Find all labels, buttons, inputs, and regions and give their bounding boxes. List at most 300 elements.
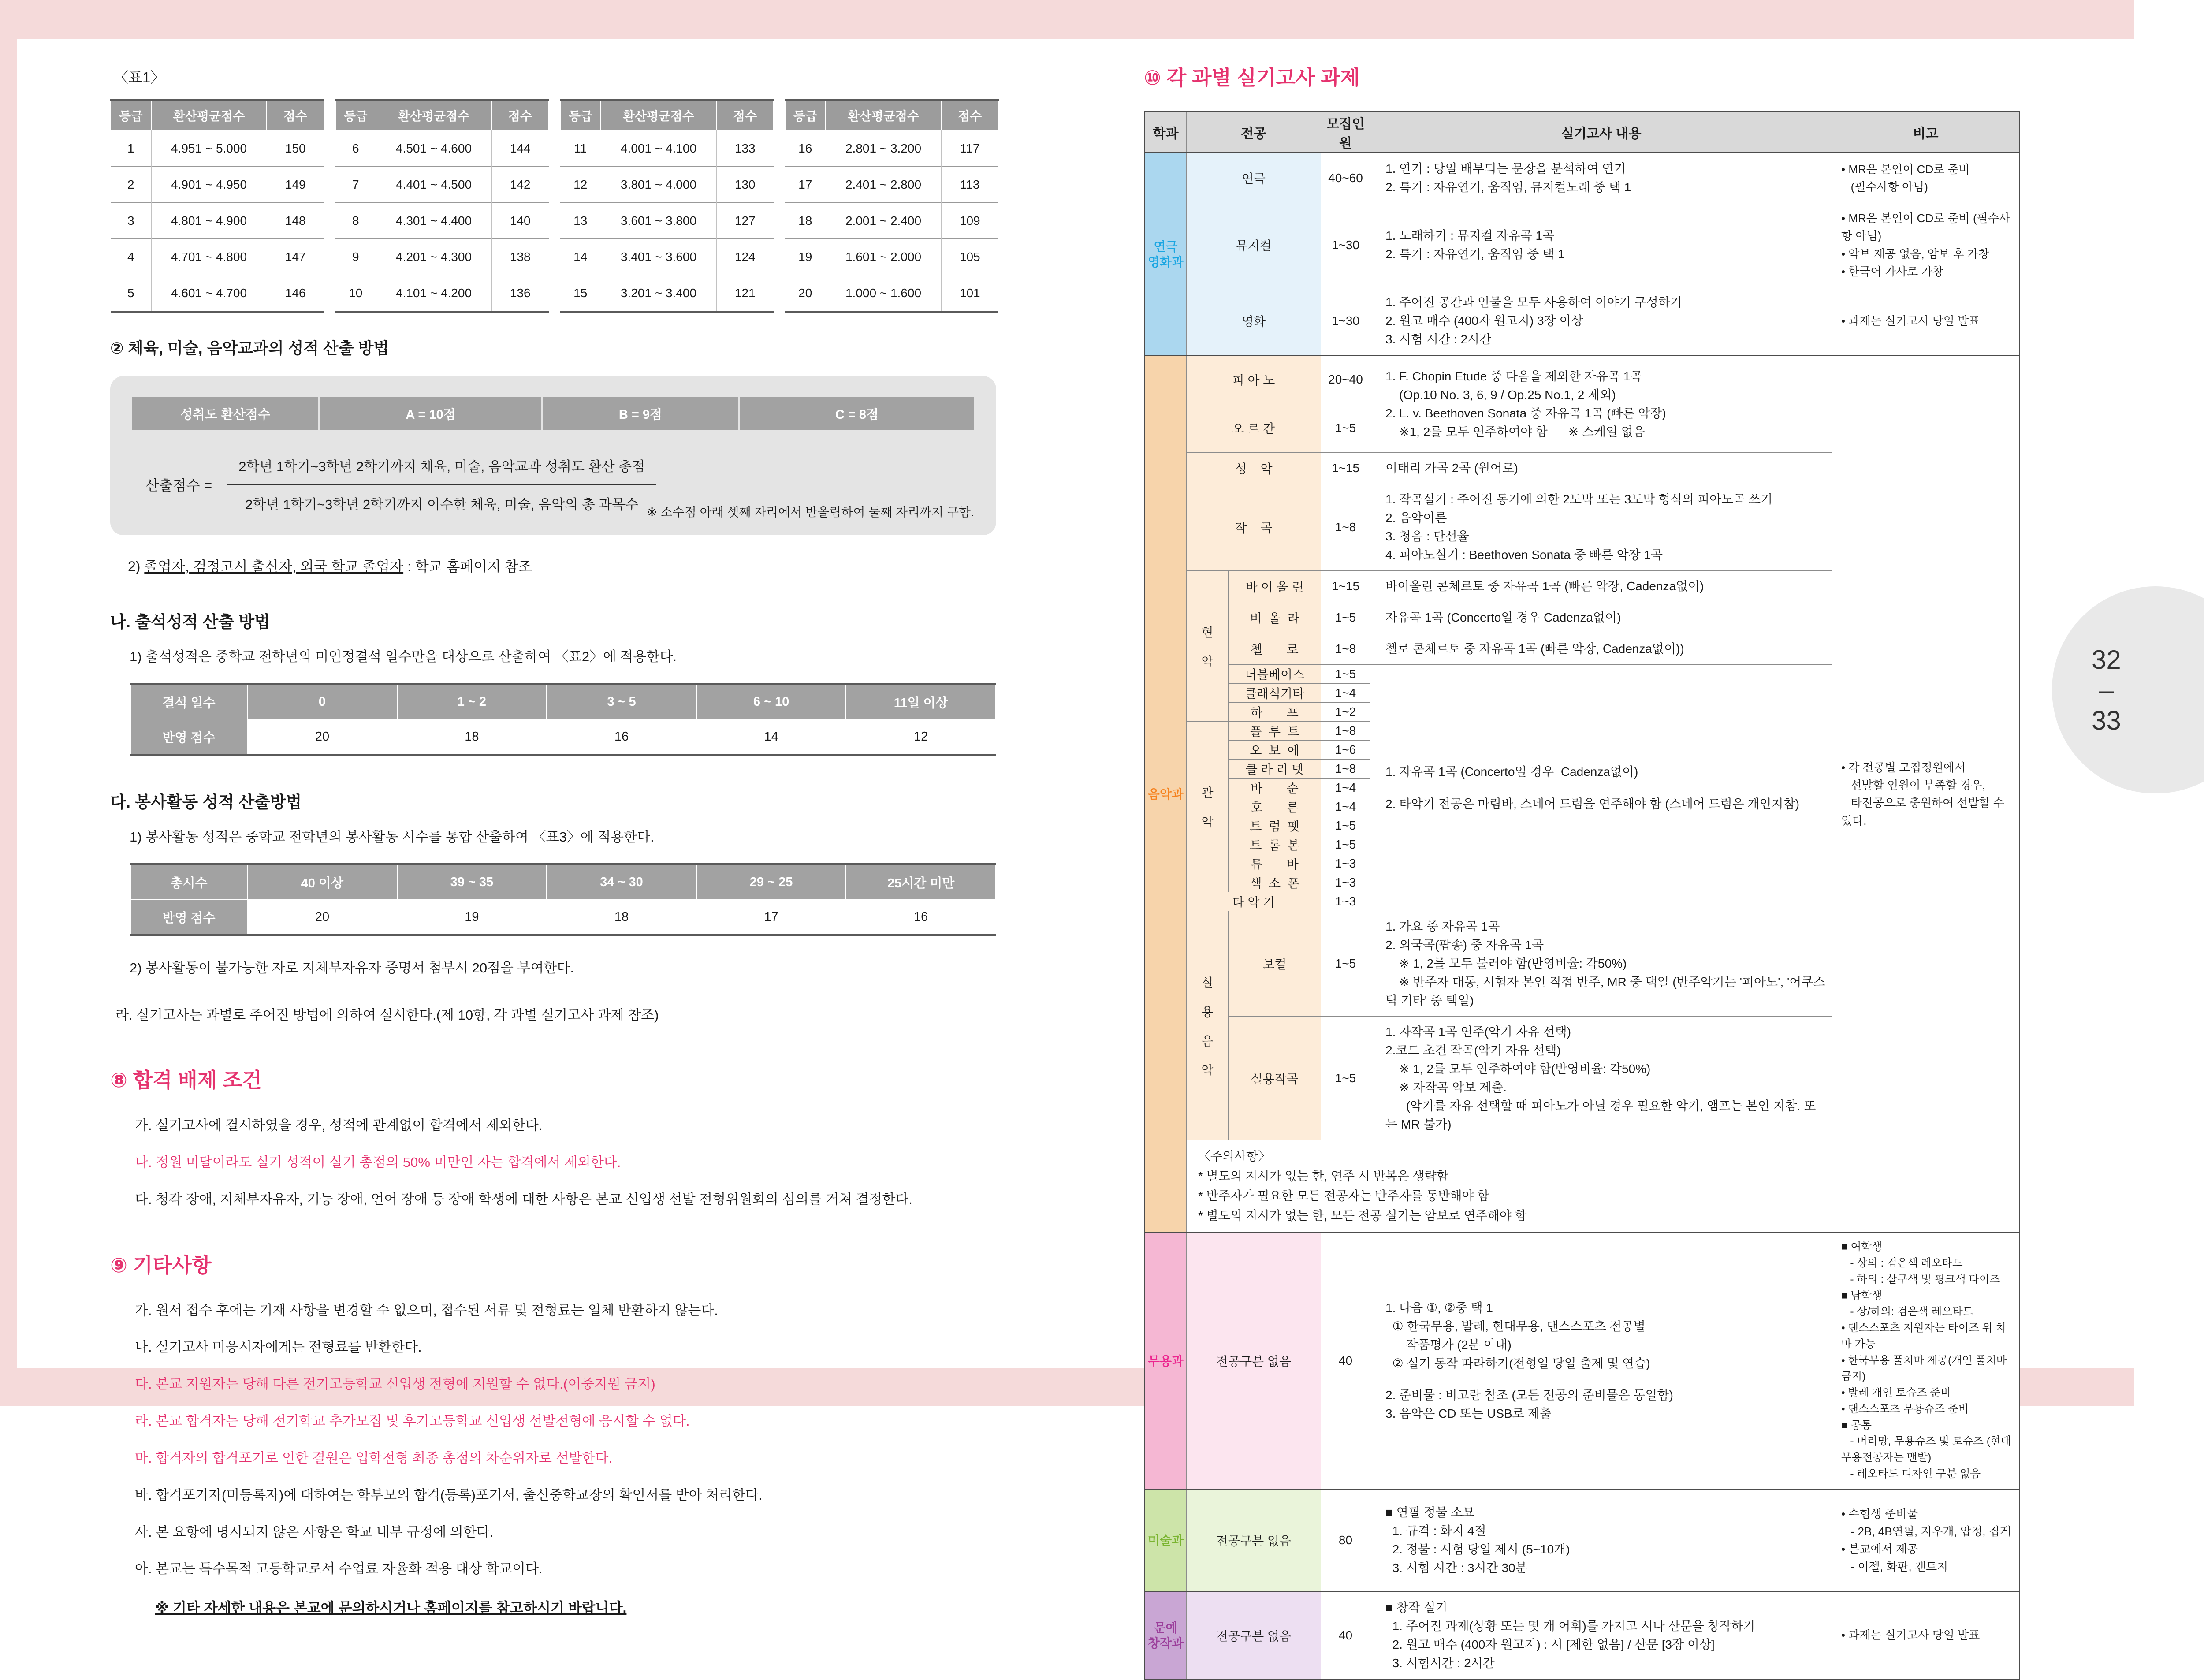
volunteer-score: 16	[846, 899, 996, 935]
dept-music: 음악과	[1145, 356, 1187, 1233]
music-caution	[1187, 1140, 1832, 1233]
volunteer-col: 39 ~ 35	[397, 864, 547, 900]
quota-trombone: 1~5	[1321, 835, 1370, 854]
remark-acting	[1832, 153, 2020, 203]
text-line: 2. 타악기 전공은 마림바, 스네어 드럼을 연주해야 함 (스네어 드럼은 개인지참)	[1385, 797, 1800, 811]
text-line: ■ 창작 실기	[1385, 1600, 1448, 1614]
quota-cello: 1~8	[1321, 633, 1370, 665]
text-line	[1385, 781, 1828, 795]
text-line: 2. L. v. Beethoven Sonata 중 자유곡 1곡 (빠른 악장)	[1385, 406, 1666, 421]
table1-header-range: 환산평균점수	[601, 101, 716, 130]
grade-cell: 10	[335, 275, 376, 312]
attendance-score: 20	[247, 719, 397, 755]
section9-item-ba: 바. 합격포기자(미등록자)에 대하여는 학부모의 합격(등록)포기서, 출신중학교장의 확인서를 받아 처리한다.	[135, 1487, 763, 1503]
text-line: - 이젤, 화판, 켄트지	[1841, 1560, 1948, 1574]
range-cell: 3.201 ~ 3.400	[601, 275, 716, 312]
attendance-desc: 1) 출석성적은 중학교 전학년의 미인정결석 일수만을 대상으로 산출하여 〈표2〉에 적용한다.	[130, 649, 677, 664]
grade-cell: 14	[560, 239, 601, 275]
range-cell: 3.601 ~ 3.800	[601, 203, 716, 239]
table1-group-4-body	[785, 130, 998, 312]
pink-left-bar	[0, 0, 17, 1406]
range-cell: 3.801 ~ 4.000	[601, 167, 716, 203]
section9-item-a: 아. 본교는 특수목적 고등학교로서 수업료 자율화 적용 대상 학교이다.	[135, 1561, 543, 1577]
content-art	[1370, 1489, 1832, 1591]
achv-header-label: 성취도 환산점수	[132, 397, 319, 430]
major-oboe: 오 보 에	[1229, 741, 1321, 760]
content-acting	[1370, 153, 1832, 203]
section9-item-ra: 라. 본교 합격자는 당해 전기학교 추가모집 및 후기고등학교 신입생 선발전형에 응시할 수 없다.	[135, 1413, 690, 1429]
content-vocal: 이태리 가곡 2곡 (원어로)	[1370, 453, 1832, 484]
text-line: 2. 특기 : 자유연기, 움직임, 뮤지컬노래 중 택 1	[1385, 180, 1631, 194]
practical-header-row	[1145, 112, 2020, 153]
formula-numerator: 2학년 1학기~3학년 2학기까지 체육, 미술, 음악교과 성취도 환산 총점	[227, 455, 656, 485]
group-label-char: 관	[1201, 786, 1214, 800]
table1	[110, 99, 996, 313]
attendance-col: 3 ~ 5	[547, 684, 696, 719]
text-line: • MR은 본인이 CD로 준비	[1841, 162, 1970, 176]
volunteer-desc: 1) 봉사활동 성적은 중학교 전학년의 봉사활동 시수를 통합 산출하여 〈표3〉에 적용한다.	[130, 829, 654, 845]
table-row	[785, 167, 998, 203]
text-line: 2. 특기 : 자유연기, 움직임 중 택 1	[1385, 247, 1565, 261]
text-line: * 별도의 지시가 없는 한, 연주 시 반복은 생략함	[1198, 1169, 1448, 1183]
dept-art: 미술과	[1145, 1489, 1187, 1591]
major-flute: 플 루 트	[1229, 722, 1321, 741]
content-writing	[1370, 1591, 1832, 1679]
group-label-char: 용	[1201, 1005, 1214, 1019]
text-line: 2. 준비물 : 비고란 참조 (모든 전공의 준비물은 동일함)	[1385, 1388, 1673, 1402]
table-row	[560, 239, 774, 275]
range-cell: 4.001 ~ 4.100	[601, 130, 716, 167]
table1-group-1-body	[111, 130, 324, 312]
formula-denominator: 2학년 1학기~3학년 2학기까지 이수한 체육, 미술, 음악의 총 과목수	[245, 497, 639, 512]
text-line: 2.코드 초견 작곡(악기 자유 선택)	[1385, 1043, 1561, 1058]
table-row	[111, 167, 324, 203]
volunteer-col: 29 ~ 25	[696, 864, 846, 900]
group-strings	[1187, 571, 1229, 722]
attendance-score: 16	[547, 719, 696, 755]
header-quota: 모집인원	[1321, 112, 1370, 153]
major-saxophone: 색 소 폰	[1229, 873, 1321, 892]
text-line: 3. 시험 시간 : 3시간 30분	[1385, 1561, 1527, 1575]
table1-group-2-body	[335, 130, 549, 312]
group-label-char: 현	[1201, 625, 1214, 639]
dance-row	[1145, 1233, 2020, 1489]
text-line: 2. 원고 매수 (400자 원고지) 3장 이상	[1385, 314, 1583, 328]
text-line: 작품평가 (2분 이내)	[1385, 1337, 1512, 1352]
group-label-char: 악	[1201, 815, 1214, 829]
attendance-score: 12	[846, 719, 996, 755]
content-songwriting	[1370, 1017, 1832, 1140]
text-line: 2. 정물 : 시험 당일 제시 (5~10개)	[1385, 1542, 1570, 1557]
formula-label: 산출점수 =	[145, 477, 212, 493]
text-line: - 상의 : 검은색 레오타드	[1841, 1257, 1963, 1270]
quota-acting: 40~60	[1321, 153, 1370, 203]
page-number-top: 32	[2092, 644, 2121, 674]
attendance-col: 0	[247, 684, 397, 719]
range-cell: 1.000 ~ 1.600	[826, 275, 941, 312]
attendance-col: 1 ~ 2	[397, 684, 547, 719]
text-line: 1. 가요 중 자유곡 1곡	[1385, 920, 1500, 934]
volunteer-score: 19	[397, 899, 547, 935]
text-line: ■ 남학생	[1841, 1289, 1882, 1302]
table-row	[111, 130, 324, 167]
table-row	[335, 130, 549, 167]
achv-header-a: A = 10점	[319, 397, 542, 430]
range-cell: 4.501 ~ 4.600	[376, 130, 491, 167]
quota-flute: 1~8	[1321, 722, 1370, 741]
dept-label-line: 창작과	[1147, 1636, 1184, 1650]
text-line: - 2B, 4B연필, 지우개, 압정, 집게	[1841, 1524, 2011, 1538]
quota-bassoon: 1~4	[1321, 779, 1370, 797]
dept-theater-film	[1145, 153, 1187, 356]
table1-group-2	[335, 99, 549, 313]
table-row	[560, 130, 774, 167]
table-row	[335, 203, 549, 239]
grade-cell: 17	[785, 167, 826, 203]
section9-footnote: ※ 기타 자세한 내용은 본교에 문의하시거나 홈페이지를 참고하시기 바랍니다.	[155, 1600, 627, 1616]
content-vocal-pop	[1370, 911, 1832, 1017]
text-line: 2. 외국곡(팝송) 중 자유곡 1곡	[1385, 938, 1544, 952]
attendance-score-label: 반영 점수	[130, 719, 247, 755]
section9-item-ga: 가. 원서 접수 후에는 기재 사항을 변경할 수 없으며, 접수된 서류 및 전형료는 일체 반환하지 않는다.	[135, 1302, 718, 1318]
grade-cell: 9	[335, 239, 376, 275]
major-composition: 작 곡	[1187, 484, 1321, 571]
table1-header-range: 환산평균점수	[151, 101, 267, 130]
table1-caption: 〈표1〉	[114, 69, 165, 86]
volunteer-score: 17	[696, 899, 846, 935]
score-cell: 142	[491, 167, 549, 203]
grade-cell: 15	[560, 275, 601, 312]
section2-title: ② 체육, 미술, 음악교과의 성적 산출 방법	[110, 339, 389, 357]
remark-musical	[1832, 203, 2020, 287]
text-line: • 악보 제공 없음, 암보 후 가창	[1841, 247, 1989, 261]
page-number-dash: –	[2099, 675, 2114, 705]
text-line: 2. 음악이론	[1385, 511, 1447, 525]
table1-group-4	[785, 99, 999, 313]
table1-group-3	[560, 99, 774, 313]
volunteer-col: 25시간 미만	[846, 864, 996, 900]
grade-cell: 7	[335, 167, 376, 203]
major-vocal: 성 악	[1187, 453, 1321, 484]
art-row	[1145, 1489, 2020, 1591]
theater-row-3	[1145, 287, 2020, 356]
text-line: 2. 원고 매수 (400자 원고지) : 시 [제한 없음] / 산문 [3장 이상]	[1385, 1637, 1715, 1651]
major-bassoon: 바 순	[1229, 779, 1321, 797]
content-piano-organ	[1370, 356, 1832, 453]
major-writing: 전공구분 없음	[1187, 1591, 1321, 1679]
attendance-score-row	[130, 719, 996, 755]
text-line: ※1, 2를 모두 연주하여야 함 ※ 스케일 없음	[1385, 425, 1645, 439]
content-musical	[1370, 203, 1832, 287]
text-line: 1. 다음 ①, ②중 택 1	[1385, 1300, 1493, 1315]
range-cell: 2.401 ~ 2.800	[826, 167, 941, 203]
text-line: (악기를 자유 선택할 때 피아노가 아닐 경우 필요한 악기, 앰프는 본인 지참. 또는 MR 불가)	[1385, 1099, 1816, 1132]
practical-exam-table	[1144, 111, 2020, 1680]
range-cell: 4.701 ~ 4.800	[151, 239, 267, 275]
achievement-table	[132, 397, 974, 430]
major-classical-guitar: 클래식기타	[1229, 684, 1321, 703]
achv-header-b: B = 9점	[542, 397, 739, 430]
table1-header-score: 점수	[491, 101, 549, 130]
attendance-col: 6 ~ 10	[696, 684, 846, 719]
dept-creative-writing	[1145, 1591, 1187, 1679]
major-trombone: 트 롬 본	[1229, 835, 1321, 854]
table-row	[785, 130, 998, 167]
text-line: • 수험생 준비물	[1841, 1507, 1918, 1520]
theater-row-1	[1145, 153, 2020, 203]
content-violin: 바이올린 콘체르토 중 자유곡 1곡 (빠른 악장, Cadenza없이)	[1370, 571, 1832, 602]
table-row	[785, 203, 998, 239]
major-dance: 전공구분 없음	[1187, 1233, 1321, 1489]
text-line: ■ 여학생	[1841, 1241, 1882, 1253]
major-violin: 바 이 올 린	[1229, 571, 1321, 602]
text-line: - 머리망, 무용슈즈 및 토슈즈 (현대무용전공자는 맨발)	[1841, 1435, 2011, 1464]
table1-header-range: 환산평균점수	[826, 101, 941, 130]
theater-row-2	[1145, 203, 2020, 287]
attendance-table	[130, 683, 996, 756]
content-cello: 첼로 콘체르토 중 자유곡 1곡 (빠른 악장, Cadenza없이))	[1370, 633, 1832, 665]
remark-music	[1832, 356, 2020, 1233]
text-line: 4. 피아노실기 : Beethoven Sonata 중 빠른 악장 1곡	[1385, 548, 1663, 562]
text-line: (필수사항 아님)	[1841, 180, 1928, 194]
score-cell: 144	[491, 130, 549, 167]
text-line: ① 한국무용, 발레, 현대무용, 댄스스포츠 전공별	[1385, 1319, 1646, 1333]
text-line: • 한국무용 풀치마 제공(개인 풀치마 금지)	[1841, 1354, 2010, 1383]
grade-cell: 5	[111, 275, 151, 312]
major-horn: 호 른	[1229, 797, 1321, 816]
text-line: 1. 주어진 과제(상황 또는 몇 개 어휘)를 가지고 시나 산문을 창작하기	[1385, 1619, 1755, 1633]
range-cell: 4.401 ~ 4.500	[376, 167, 491, 203]
score-cell: 149	[267, 167, 324, 203]
achv-header-c: C = 8점	[739, 397, 974, 430]
quota-songwriting: 1~5	[1321, 1017, 1370, 1140]
text-line: 1. 자유곡 1곡 (Concerto일 경우 Cadenza없이)	[1385, 764, 1638, 779]
dept-label-line: 영화과	[1147, 255, 1184, 269]
score-cell: 124	[716, 239, 774, 275]
table-row	[560, 167, 774, 203]
quota-organ: 1~5	[1321, 403, 1370, 453]
score-cell: 113	[941, 167, 998, 203]
achievement-panel	[110, 376, 996, 535]
text-line: ② 실기 동작 따라하기(전형일 당일 출제 및 연습)	[1385, 1356, 1650, 1370]
volunteer-note2: 2) 봉사활동이 불가능한 자로 지체부자유자 증명서 첨부시 20점을 부여한다.	[130, 960, 574, 976]
practical-exam-note: 라. 실기고사는 과별로 주어진 방법에 의하여 실시한다.(제 10항, 각 과별 실기고사 과제 참조)	[115, 1007, 659, 1023]
quota-composition: 1~8	[1321, 484, 1370, 571]
table-row	[785, 275, 998, 312]
grade-cell: 16	[785, 130, 826, 167]
grade-cell: 2	[111, 167, 151, 203]
writing-row	[1145, 1591, 2020, 1679]
quota-trumpet: 1~5	[1321, 816, 1370, 835]
text-line: • 과제는 실기고사 당일 발표	[1841, 314, 1980, 328]
text-line: - 상/하의: 검은색 레오타드	[1841, 1306, 1973, 1318]
grade-cell: 6	[335, 130, 376, 167]
table1-header-grade: 등급	[111, 101, 151, 130]
table-row	[335, 239, 549, 275]
section8-title: ⑧ 합격 배제 조건	[110, 1069, 262, 1091]
text-line: ※ 1, 2를 모두 불러야 함(반영비율: 각50%)	[1385, 957, 1627, 971]
score-cell: 121	[716, 275, 774, 312]
range-cell: 4.951 ~ 5.000	[151, 130, 267, 167]
quota-art: 80	[1321, 1489, 1370, 1591]
attendance-score: 18	[397, 719, 547, 755]
quota-harp: 1~2	[1321, 703, 1370, 722]
section9-title: ⑨ 기타사항	[110, 1253, 212, 1277]
quota-oboe: 1~6	[1321, 741, 1370, 760]
score-cell: 117	[941, 130, 998, 167]
text-line: 〈주의사항〉	[1198, 1149, 1271, 1163]
text-line: 3. 청음 : 단선율	[1385, 529, 1469, 544]
text-line: 1. 작곡실기 : 주어진 동기에 의한 2도막 또는 3도막 형식의 피아노곡 쓰기	[1385, 492, 1773, 507]
section8-item-ga: 가. 실기고사에 결시하였을 경우, 성적에 관계없이 합격에서 제외한다.	[135, 1118, 543, 1133]
quota-tuba: 1~3	[1321, 854, 1370, 873]
remark-dance	[1832, 1233, 2020, 1489]
range-cell: 2.801 ~ 3.200	[826, 130, 941, 167]
text-line: - 하의 : 살구색 및 핑크색 타이즈	[1841, 1273, 2000, 1285]
right-page	[1144, 62, 2019, 1680]
range-cell: 4.101 ~ 4.200	[376, 275, 491, 312]
quota-classical-guitar: 1~4	[1321, 684, 1370, 703]
major-clarinet: 클 라 리 넷	[1229, 760, 1321, 779]
text-line: • 발레 개인 토슈즈 준비	[1841, 1387, 1951, 1399]
text-line	[1385, 1373, 1828, 1386]
quota-doublebass: 1~5	[1321, 665, 1370, 684]
quota-viola: 1~5	[1321, 602, 1370, 633]
text-line: ※ 1, 2를 모두 연주하여야 함(반영비율: 각50%)	[1385, 1062, 1651, 1076]
group-practical-music	[1187, 911, 1229, 1140]
text-line: 1. 주어진 공간과 인물을 모두 사용하여 이야기 구성하기	[1385, 295, 1682, 309]
major-vocal-pop: 보컬	[1229, 911, 1321, 1017]
major-percussion: 타 악 기	[1187, 892, 1321, 911]
grade-cell: 11	[560, 130, 601, 167]
grade-cell: 13	[560, 203, 601, 239]
table1-header-grade: 등급	[335, 101, 376, 130]
score-cell: 133	[716, 130, 774, 167]
range-cell: 4.201 ~ 4.300	[376, 239, 491, 275]
major-cello: 첼 로	[1229, 633, 1321, 665]
text-line: • 댄스스포츠 무용슈즈 준비	[1841, 1403, 1969, 1415]
graduate-note-underlined: 졸업자, 검정고시 출신자, 외국 학교 졸업자	[144, 559, 404, 574]
volunteer-score-row	[130, 899, 996, 935]
score-cell: 127	[716, 203, 774, 239]
major-piano: 피 아 노	[1187, 356, 1321, 403]
volunteer-header-row	[130, 864, 996, 900]
table-row	[111, 239, 324, 275]
dept-label-line: 연극	[1154, 239, 1178, 253]
table1-header-grade: 등급	[785, 101, 826, 130]
volunteer-table	[130, 863, 996, 936]
grade-cell: 19	[785, 239, 826, 275]
group-label-char: 음	[1201, 1034, 1214, 1048]
grade-cell: 1	[111, 130, 151, 167]
score-cell: 101	[941, 275, 998, 312]
text-line: * 별도의 지시가 없는 한, 모든 전공 실기는 암보로 연주해야 함	[1198, 1208, 1527, 1222]
attendance-col: 11일 이상	[846, 684, 996, 719]
left-page	[110, 66, 996, 1617]
quota-violin: 1~15	[1321, 571, 1370, 602]
section8-item-da: 다. 청각 장애, 지체부자유자, 기능 장애, 언어 장애 등 장애 학생에 대한 사항은 본교 신입생 선발 전형위원회의 심의를 거쳐 결정한다.	[135, 1191, 912, 1207]
text-line: 3. 시험 시간 : 2시간	[1385, 332, 1492, 346]
section9-item-na: 나. 실기고사 미응시자에게는 전형료를 반환한다.	[135, 1339, 422, 1355]
section9-item-da: 다. 본교 지원자는 당해 다른 전기고등학교 신입생 전형에 지원할 수 없다.(이중지원 금지)	[135, 1376, 655, 1392]
text-line: 1. 노래하기 : 뮤지컬 자유곡 1곡	[1385, 228, 1555, 242]
major-songwriting: 실용작곡	[1229, 1017, 1321, 1140]
quota-film: 1~30	[1321, 287, 1370, 356]
text-line: ※ 자작곡 악보 제출.	[1385, 1080, 1507, 1095]
header-remark: 비고	[1832, 112, 2020, 153]
score-cell: 147	[267, 239, 324, 275]
grade-cell: 4	[111, 239, 151, 275]
pink-top-bar	[0, 0, 2134, 39]
quota-vocal-pop: 1~5	[1321, 911, 1370, 1017]
section10-title: ⑩ 각 과별 실기고사 과제	[1144, 66, 1360, 89]
group-label-char: 악	[1201, 654, 1214, 668]
score-cell: 148	[267, 203, 324, 239]
header-major: 전공	[1187, 112, 1321, 153]
rounding-note: ※ 소수점 아래 셋째 자리에서 반올림하여 둘째 자리까지 구함.	[647, 505, 974, 519]
text-line: 1. 규격 : 화지 4절	[1385, 1524, 1486, 1538]
text-line: 선발할 인원이 부족할 경우,	[1841, 778, 1985, 792]
group-winds	[1187, 722, 1229, 892]
score-cell: 136	[491, 275, 549, 312]
music-row-piano	[1145, 356, 2020, 403]
text-line: 1. 연기 : 당일 배부되는 문장을 분석하여 연기	[1385, 162, 1626, 175]
major-organ: 오 르 간	[1187, 403, 1321, 453]
text-line: 3. 시험시간 : 2시간	[1385, 1656, 1495, 1670]
volunteer-col: 34 ~ 30	[547, 864, 696, 900]
section9-item-ma: 마. 합격자의 합격포기로 인한 결원은 입학전형 최종 총점의 차순위자로 선발한다.	[135, 1450, 612, 1466]
table1-group-3-body	[560, 130, 774, 312]
text-line: - 레오타드 디자인 구분 없음	[1841, 1468, 1981, 1480]
major-trumpet: 트 럼 펫	[1229, 816, 1321, 835]
dept-label-line: 문예	[1154, 1620, 1178, 1635]
table-row	[111, 203, 324, 239]
major-musical: 뮤지컬	[1187, 203, 1321, 287]
page-number-bottom: 33	[2092, 705, 2121, 735]
volunteer-score: 18	[547, 899, 696, 935]
table-row	[111, 275, 324, 312]
formula-fraction	[227, 455, 656, 513]
content-viola: 자유곡 1곡 (Concerto일 경우 Cadenza없이)	[1370, 602, 1832, 633]
graduate-note	[128, 555, 996, 576]
quota-piano: 20~40	[1321, 356, 1370, 403]
text-line: • 각 전공별 모집정원에서	[1841, 760, 1966, 774]
table1-group-1	[110, 99, 324, 313]
volunteer-title: 다. 봉사활동 성적 산출방법	[110, 793, 302, 811]
volunteer-score: 20	[247, 899, 397, 935]
text-line: (Op.10 No. 3, 6, 9 / Op.25 No.1, 2 제외)	[1385, 388, 1616, 402]
group-label-char: 실	[1201, 976, 1214, 990]
text-line: ※ 반주자 대동, 시험자 본인 직접 반주, MR 중 택일 (반주악기는 '피아노', '어쿠스틱 기타' 중 택일)	[1385, 975, 1825, 1008]
table-row	[335, 167, 549, 203]
text-line: • 댄스스포츠 지원자는 타이즈 위 치마 가능	[1841, 1322, 2006, 1350]
volunteer-score-label: 반영 점수	[130, 899, 247, 935]
table1-header-score: 점수	[267, 101, 324, 130]
quota-percussion: 1~3	[1321, 892, 1370, 911]
section8-item-na: 나. 정원 미달이라도 실기 성적이 실기 총점의 50% 미만인 자는 합격에서 제외한다.	[135, 1154, 621, 1170]
quota-musical: 1~30	[1321, 203, 1370, 287]
grade-cell: 8	[335, 203, 376, 239]
section9-item-sa: 사. 본 요항에 명시되지 않은 사항은 학교 내부 규정에 의한다.	[135, 1524, 494, 1540]
major-harp: 하 프	[1229, 703, 1321, 722]
score-cell: 146	[267, 275, 324, 312]
text-line: 3. 음악은 CD 또는 USB로 제출	[1385, 1407, 1552, 1421]
table-row	[335, 275, 549, 312]
text-line: * 반주자가 필요한 모든 전공자는 반주자를 동반해야 함	[1198, 1188, 1489, 1203]
score-cell: 130	[716, 167, 774, 203]
quota-saxophone: 1~3	[1321, 873, 1370, 892]
range-cell: 3.401 ~ 3.600	[601, 239, 716, 275]
